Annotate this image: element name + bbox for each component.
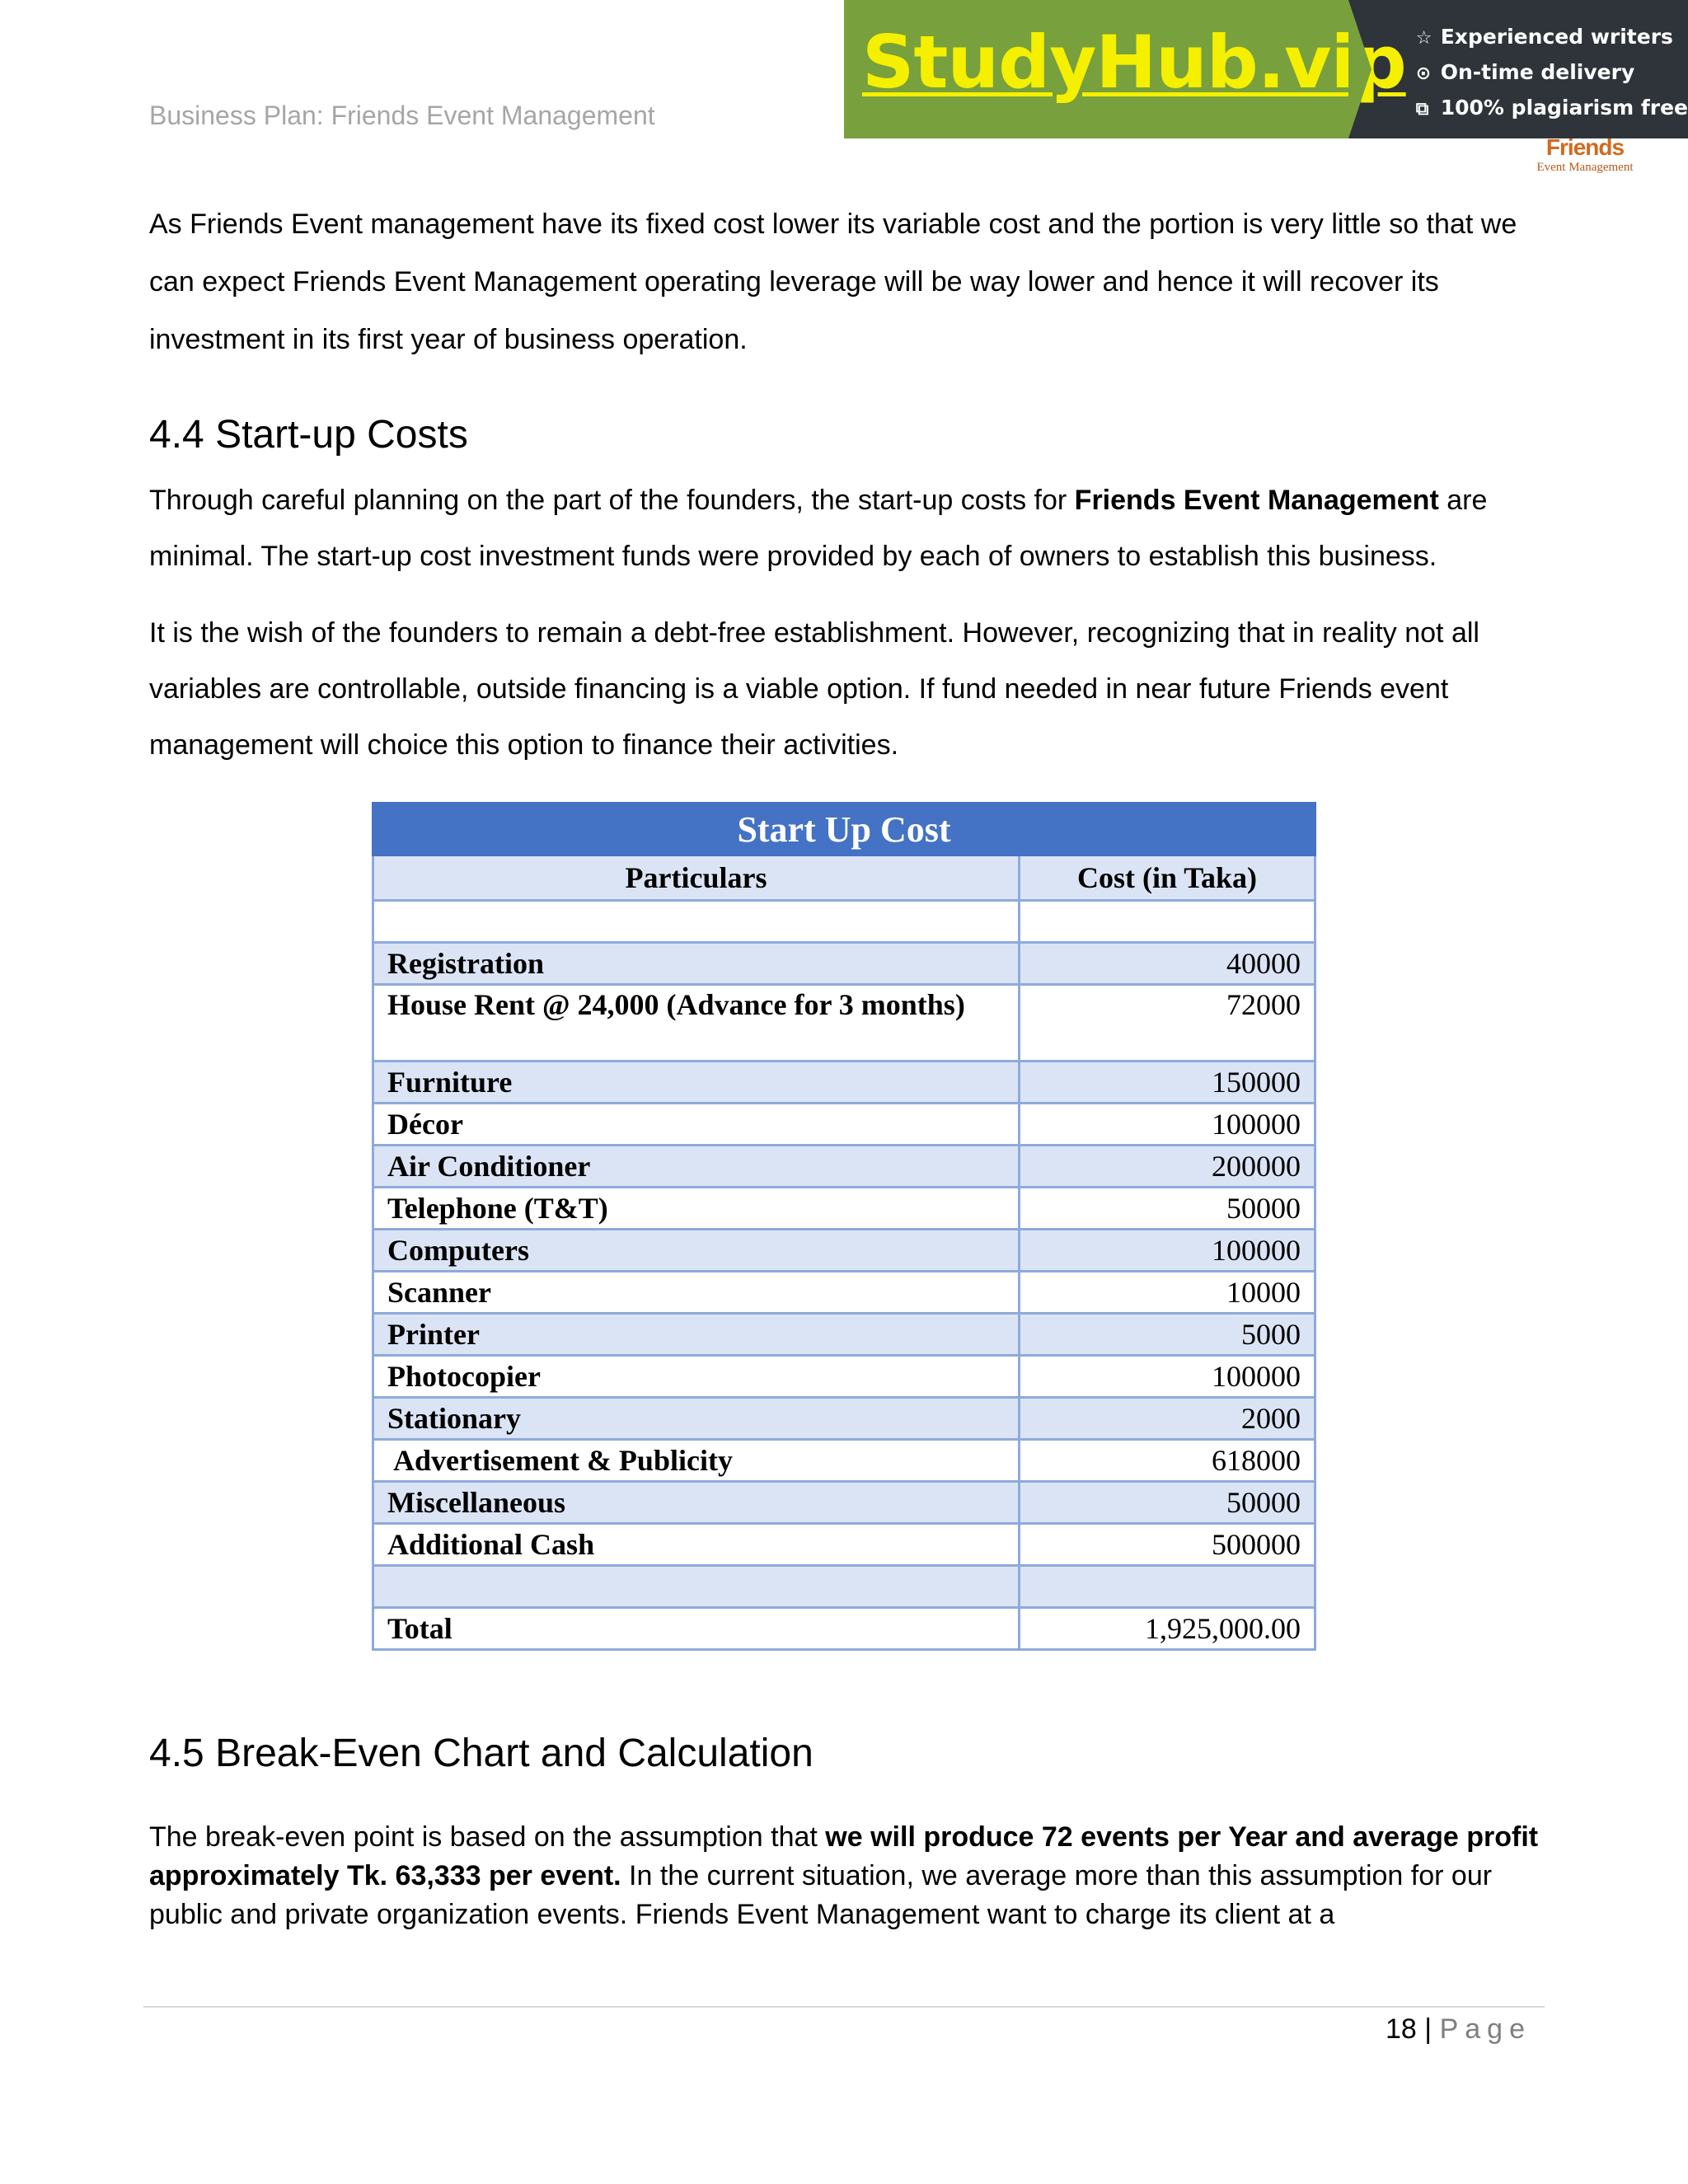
- table-title: Start Up Cost: [373, 804, 1315, 855]
- row-value: 500000: [1020, 1524, 1315, 1566]
- page-separator: |: [1424, 2013, 1432, 2045]
- total-value: 1,925,000.00: [1020, 1608, 1315, 1650]
- text-run: In the current situation, we average more than this assumption for our public and private organization events. Friends Event Management want to charge its client at a: [149, 1860, 1493, 1930]
- row-label: Scanner: [373, 1272, 1020, 1314]
- bold-assumption: we will produce 72 events per Year and average profit approximately Tk. 63,333 per event.: [149, 1821, 1539, 1891]
- break-even-paragraph: [149, 1818, 1550, 1934]
- table-row: [373, 943, 1315, 985]
- financing-paragraph: It is the wish of the founders to remain a debt-free establishment. However, recognizing that in reality not all variables are controllable, outside financing is a viable option. If fund needed in near future Friends event management will choice this option to finance their activities.: [149, 617, 1479, 761]
- section-heading-startup-costs: 4.4 Start-up Costs: [149, 413, 468, 457]
- footer-divider: [143, 2006, 1545, 2008]
- row-value: 100000: [1020, 1230, 1315, 1272]
- table-row: [373, 985, 1315, 1062]
- row-label: Telephone (T&T): [373, 1188, 1020, 1230]
- banner-brand-panel[interactable]: [844, 0, 1406, 138]
- row-label: Printer: [373, 1314, 1020, 1356]
- row-label: Décor: [373, 1104, 1020, 1146]
- row-value: 5000: [1020, 1314, 1315, 1356]
- row-value: 100000: [1020, 1104, 1315, 1146]
- friends-logo: [1523, 135, 1647, 175]
- row-label: Registration: [373, 943, 1020, 985]
- banner-feature: [1416, 91, 1688, 126]
- table-row: [373, 1104, 1315, 1146]
- table-row: [373, 1230, 1315, 1272]
- row-value: 2000: [1020, 1398, 1315, 1440]
- page-word: Page: [1439, 2013, 1531, 2045]
- column-header-cost: Cost (in Taka): [1020, 855, 1315, 901]
- row-value: 618000: [1020, 1440, 1315, 1482]
- column-header-particulars: Particulars: [373, 855, 1020, 901]
- banner-feature-label: On-time delivery: [1440, 60, 1635, 84]
- row-value: 10000: [1020, 1272, 1315, 1314]
- row-label: Advertisement & Publicity: [373, 1440, 1020, 1482]
- startup-cost-table: [372, 802, 1316, 1651]
- banner-feature-label: Experienced writers: [1440, 25, 1673, 49]
- row-label: Furniture: [373, 1062, 1020, 1104]
- text-run: Through careful planning on the part of the founders, the start-up costs for: [149, 485, 1075, 516]
- row-label: Miscellaneous: [373, 1482, 1020, 1524]
- row-label: Computers: [373, 1230, 1020, 1272]
- text-run: The break-even point is based on the assumption that: [149, 1821, 826, 1853]
- table-row: [373, 1272, 1315, 1314]
- row-label: Photocopier: [373, 1356, 1020, 1398]
- banner-feature-label: 100% plagiarism free: [1440, 96, 1688, 120]
- star-icon: ☆: [1415, 28, 1432, 49]
- table-row: [373, 1314, 1315, 1356]
- row-label: Stationary: [373, 1398, 1020, 1440]
- total-label: Total: [373, 1608, 1020, 1650]
- table-row: [373, 1356, 1315, 1398]
- section-heading-break-even: 4.5 Break-Even Chart and Calculation: [149, 1732, 814, 1775]
- table-row-blank: [373, 1566, 1315, 1608]
- table-row: [373, 1188, 1315, 1230]
- row-label: Additional Cash: [373, 1524, 1020, 1566]
- table-row-blank: [373, 901, 1315, 943]
- logo-name: Friends: [1545, 134, 1625, 160]
- logo-subtitle: Event Management: [1536, 161, 1634, 174]
- row-value: 150000: [1020, 1062, 1315, 1104]
- copy-icon: ⧉: [1415, 99, 1429, 120]
- row-value: 100000: [1020, 1356, 1315, 1398]
- running-header: Business Plan: Friends Event Management: [149, 101, 655, 130]
- table-row: [373, 1440, 1315, 1482]
- banner-feature: [1416, 55, 1688, 91]
- row-value: 50000: [1020, 1482, 1315, 1524]
- intro-paragraph: As Friends Event management have its fixed cost lower its variable cost and the portion is very little so that we can expect Friends Event Management operating leverage will be way lower and hence it will recover its investment in its first year of business operation.: [149, 209, 1517, 355]
- row-value: 50000: [1020, 1188, 1315, 1230]
- table-row: [373, 1482, 1315, 1524]
- table-row-total: [373, 1608, 1315, 1650]
- clock-icon: ⊙: [1415, 63, 1432, 84]
- table-row: [373, 1062, 1315, 1104]
- studyhub-banner[interactable]: [844, 0, 1688, 138]
- banner-feature: [1416, 20, 1688, 55]
- row-label: House Rent @ 24,000 (Advance for 3 months): [373, 985, 1020, 1062]
- row-value: 40000: [1020, 943, 1315, 985]
- row-label: Air Conditioner: [373, 1146, 1020, 1188]
- table-row: [373, 1146, 1315, 1188]
- banner-brand-link[interactable]: StudyHub.vip: [862, 20, 1406, 105]
- page-number: [1386, 2013, 1531, 2046]
- startup-paragraph: [149, 472, 1550, 584]
- row-value: 72000: [1020, 985, 1315, 1062]
- table-row: [373, 1398, 1315, 1440]
- bold-company-name: Friends Event Management: [1074, 485, 1439, 516]
- page-number-value: 18: [1386, 2013, 1417, 2045]
- text-run: are minimal. The start-up cost investment funds were provided by each of owners to establish this business.: [149, 485, 1488, 572]
- row-value: 200000: [1020, 1146, 1315, 1188]
- table-row: [373, 1524, 1315, 1566]
